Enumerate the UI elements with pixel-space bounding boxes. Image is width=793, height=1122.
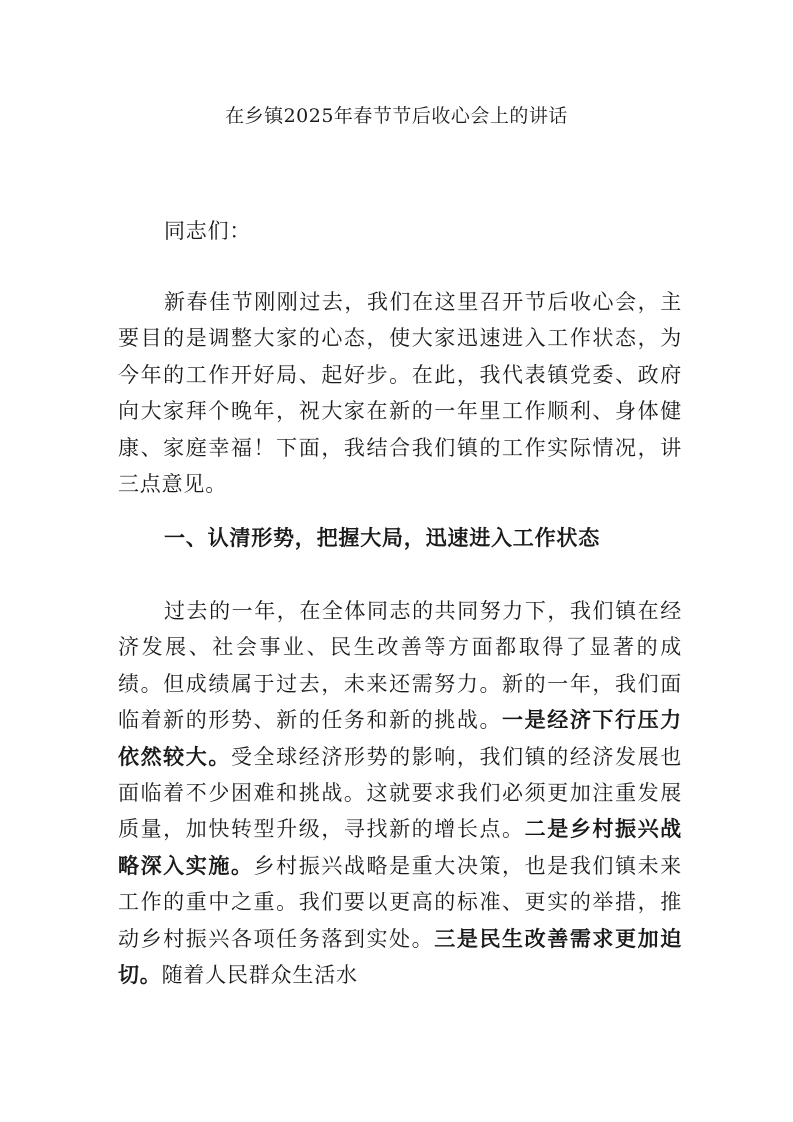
paragraph-text: 受全球经济形势的影响，我们镇的经济发展也面临着不少困难和挑战。这就要求我们必须更加注重发展质量，加快转型升级，寻找新的增长点。 bbox=[118, 744, 683, 842]
emphasis-point-3: 三是民生改善需求更加迫切。 bbox=[118, 925, 682, 988]
salutation: 同志们： bbox=[164, 219, 252, 243]
emphasis-point-2: 二是乡村振兴战略深入实施。 bbox=[118, 816, 682, 878]
paragraph-text: 过去的一年，在全体同志的共同努力下，我们镇在经济发展、社会事业、民生改善等方面都取得了显著的成绩。但成绩属于过去，未来还需努力。新的一年，我们面临着新的形势、新的任务和新的挑战。 bbox=[118, 599, 682, 733]
paragraph-text: 随着人民群众生活水 bbox=[161, 963, 358, 988]
emphasis-point-1: 一是经济下行压力依然较大。 bbox=[118, 707, 682, 769]
paragraph-situation bbox=[118, 593, 682, 993]
paragraph-text: 乡村振兴战略是重大决策，也是我们镇未来工作的重中之重。我们要以更高的标准、更实的举措，推动乡村振兴各项任务落到实处。 bbox=[118, 853, 682, 951]
document-title: 在乡镇2025年春节节后收心会上的讲话 bbox=[225, 105, 568, 127]
section-heading-1: 一、认清形势，把握大局，迅速进入工作状态 bbox=[164, 525, 600, 550]
paragraph-opening: 新春佳节刚刚过去，我们在这里召开节后收心会，主要目的是调整大家的心态，使大家迅速进入工作状态，为今年的工作开好局、起好步。在此，我代表镇党委、政府向大家拜个晚年，祝大家在新的一年里工作顺利、身体健康、家庭幸福！下面，我结合我们镇的工作实际情况，讲三点意见。 bbox=[118, 290, 682, 497]
